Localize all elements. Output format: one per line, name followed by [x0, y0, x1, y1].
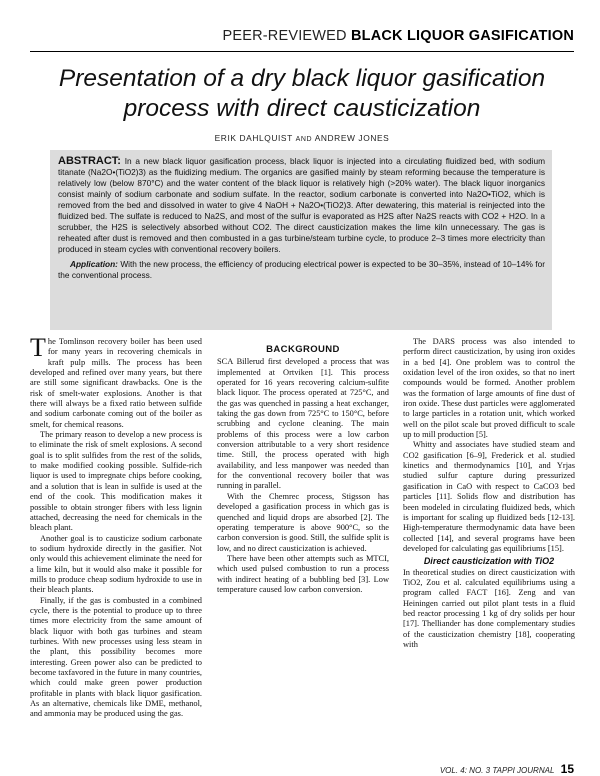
page-footer: [440, 762, 574, 776]
article-title: Presentation of a dry black liquor gasification process with direct causticization: [58, 65, 546, 122]
header-rule: [30, 51, 574, 52]
body-paragraph-7: There have been other attempts such as MTCI, which used pulsed combustion to run a process with indirect heating of a bubbling bed [3]. Low temperature caused low carbon conversion.: [217, 553, 389, 594]
author-1: ERIK DAHLQUIST: [214, 133, 293, 143]
body-paragraph-4: Finally, if the gas is combusted in a combined cycle, there is the potential to produce up to three times more electricity from the same amount of black liquor with both gas turbines and steam turbines. With new processes using less steam in the plant, this possibility becomes more interesting. Green power also can be predicted to become taxfavored in the future in many countries, which could make green power production profitable in plants with black liquor gasification. As an alternative, chemicals like DME, methanol, and ammonia may be produced using the gas.: [30, 595, 202, 719]
abstract-paragraph: [58, 156, 545, 255]
application-text: With the new process, the efficiency of producing electrical power is expected to be 30–35%, instead of 10–14% for the conventional process.: [58, 259, 545, 280]
section-heading-background: BACKGROUND: [266, 344, 340, 355]
section-topic: BLACK LIQUOR GASIFICATION: [350, 28, 574, 44]
author-2: ANDREW JONES: [314, 133, 390, 143]
body-column-2: [217, 337, 389, 751]
author-line: [30, 133, 574, 143]
abstract-label: ABSTRACT:: [58, 155, 121, 167]
subsection-heading-direct-causticization: Direct causticization with TiO2: [423, 556, 555, 567]
peer-reviewed-label: PEER-REVIEWED: [222, 28, 347, 44]
body-paragraph-2: The primary reason to develop a new process is to eliminate the risk of smelt explosions. A second goal is to split sulfides from the rest of the solids, to make modified cooking possible. Sulfide-rich liquor is used to impregnate chips before cooking, and a solution that is lean in sulfide is used at the end of the cook. This modification makes it possible to obtain stronger fibers with less lignin attached, decreasing the need for chemicals in the bleach plant.: [30, 430, 202, 533]
running-header: [160, 28, 574, 44]
body-paragraph-6: With the Chemrec process, Stigsson has developed a gasification process in which gas is quenched and liquid drops are absorbed [2]. The operating temperature is above 900°C, so the carbon conversion is good. Still, the sulfide split is low, and no direct causticization is achieved.: [217, 491, 389, 553]
application-paragraph: [58, 259, 545, 281]
body-paragraph-9: Whitty and associates have studied steam and CO2 gasification [6–9], Frederick et al. studied kinetics and thermodynamics [10], and Yrjas studied sulfur capture during pressurized gasification in CaO with respect to CaCO3 bed particles [11]. Solids flow and distribution has been modeled in circulating fluidized beds, which is important for scaling up fluidized beds [12-13]. High-temperature thermodynamic data have been collected [14], and several programs have been developed for calculating gas equilibriums [15].: [403, 440, 575, 553]
body-paragraph-5: SCA Billerud first developed a process that was implemented at Ortviken [1]. This process operated for 16 years recovering calcium-sulfite black liquor. The process operated at 725°C, and the gas was quenched in passing a heat exchanger, taking the gas down from 725°C to 150°C, before scrubbing and cyclone cleaning. The main problems of this process were a low carbon conversion attributable to a very short residence time. Still, the process operated with high availability, and less manpower was needed than for the conventional recovery boiler that was running in parallel.: [217, 357, 389, 491]
body-column-3: [403, 337, 575, 751]
body-text: he Tomlinson recovery boiler has been used for many years in recovering chemicals in kraft pulp mills. The process has been developed and refined over many years, but there are still some significant drawbacks. One is the risk of smelt-water explosions. Another is that there will always be a fixed ratio between sulfide and sodium carbonate coming out of the boiler as smelt, for chemical reasons.: [30, 337, 202, 429]
application-label: Application:: [70, 259, 118, 269]
abstract-text: In a new black liquor gasification process, black liquor is injected into a circulating fluidized bed, with sodium titanate (Na2O•(TiO2)3) as the fluidizing medium. The organics are gasified mainly by steam reforming because the temperature is relatively low (below 870°C) and the water content of the black liquor is relatively high (>20% water). The black liquor inorganics consist mainly of sodium carbonate and sodium sulfate. In the reactor, sodium carbonate is converted into Na2O•TiO2, which is removed from the bed and dissolved in water to give 4 NaOH + Na2O•(TiO2)3. After dewatering, this material is reinjected into the fluidized bed. The sulfate is reduced to Na2S, and most of the sulfur is evaporated as H2S after Na2S reacts with CO2 + H2O. In a scrubber, the H2S is selectively absorbed without CO2. The direct causticization makes the lime kiln unnecessary. The gas is reheated after dust is removed and then combusted in a gas turbine/steam turbine cycle, to produce 2–3 times more electricity than produced in steam cycles with conventional recovery boilers.: [58, 156, 545, 254]
drop-cap: T: [30, 337, 46, 362]
journal-name: TAPPI JOURNAL: [492, 766, 555, 775]
page-number: 15: [560, 762, 574, 776]
abstract-box: [50, 150, 552, 330]
author-conjunction: AND: [295, 136, 313, 143]
body-paragraph-10: In theoretical studies on direct causticization with TiO2, Zou et al. calculated equilibriums using a program called FACT [16]. Zeng and van Heiningen carried out pilot plant tests in a fluid bed reactor processing 1 kg of dry solids per hour [17]. Thelliander has done complementary studies of the causticization chemistry [18], cooperating with: [403, 567, 575, 649]
volume-issue: VOL. 4: NO. 3: [439, 766, 491, 775]
body-paragraph-1: [30, 337, 202, 430]
body-paragraph-8: The DARS process was also intended to perform direct causticization, by using iron oxides in a bed [4]. One problem was to control the oxidation level of the iron oxides, so that no inert compounds would be formed. Another problem was the formation of large amounts of fine dust of iron oxide. These dust particles were agglomerated to large particles in a rotation unit, which worked well on the pilot scale but proved difficult to scale up to mill production [5].: [403, 337, 575, 440]
body-column-1: [30, 337, 202, 751]
body-paragraph-3: Another goal is to causticize sodium carbonate to sodium hydroxide directly in the gasifier. Not only would this achievement eliminate the need for a lime kiln, but it would also make it possible for mills to produce cheap sodium hydroxide to use in their bleach plants.: [30, 533, 202, 595]
